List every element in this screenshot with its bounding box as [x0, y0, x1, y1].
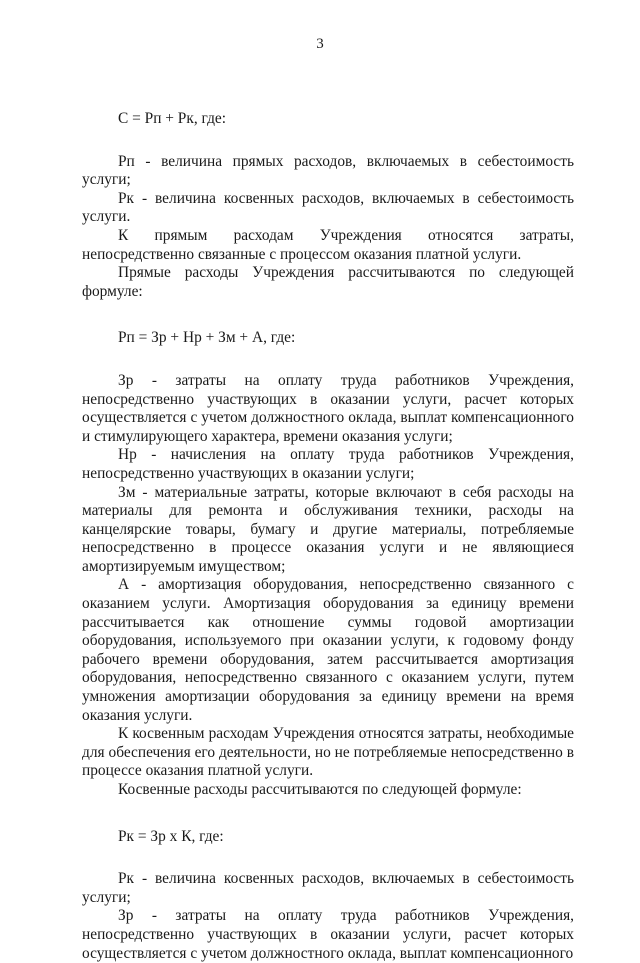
paragraph-rp-definition: Рп - величина прямых расходов, включаемых в себестоимость услуги; [82, 152, 574, 189]
formula-indirect-costs: Рк = Зр х К, где: [118, 827, 224, 845]
document-body [82, 110, 574, 963]
paragraph-a-definition: А - амортизация оборудования, непосредственно связанного с оказанием услуги. Амортизация оборудования за единицу времени рассчитывается как отношение суммы годовой амортизации оборудования, используемого при оказании услуги, к годовому фонду рабочего времени оборудования, затем рассчитывается амортизация оборудования, непосредственно связанного с оказанием услуги, путем умножения амортизации оборудования за единицу времени на время оказания услуги. [82, 576, 574, 724]
paragraph-direct-costs-scope: К прямым расходам Учреждения относятся затраты, непосредственно связанные с процессом оказания платной услуги. [82, 226, 574, 263]
paragraph-zr-definition-2: Зр - затраты на оплату труда работников Учреждения, непосредственно участвующих в оказании услуги, расчет которых осуществляется с учетом должностного оклада, выплат компенсационного [82, 907, 574, 962]
paragraph-zr-definition: Зр - затраты на оплату труда работников Учреждения, непосредственно участвующих в оказании услуги, расчет которых осуществляется с учетом должностного оклада, выплат компенсационного и стимулирующего характера, времени оказания услуги; [82, 371, 574, 445]
paragraph-indirect-costs-scope: К косвенным расходам Учреждения относятся затраты, необходимые для обеспечения его деятельности, но не потребляемые непосредственно в процессе оказания платной услуги. [82, 725, 574, 780]
paragraph-zm-definition: Зм - материальные затраты, которые включают в себя расходы на материалы для ремонта и обслуживания техники, расходы на канцелярские товары, бумагу и другие материалы, потребляемые непосредственно в процессе оказания услуги и не являющиеся амортизируемым имуществом; [82, 483, 574, 575]
paragraph-rk-definition: Рк - величина косвенных расходов, включаемых в себестоимость услуги. [82, 189, 574, 226]
paragraph-indirect-costs-formula-intro: Косвенные расходы рассчитываются по следующей формуле: [118, 781, 522, 798]
page-number: 3 [316, 36, 324, 52]
formula-cost: С = Рп + Рк, где: [118, 110, 227, 127]
paragraph-direct-costs-formula-intro: Прямые расходы Учреждения рассчитываются по следующей формуле: [82, 264, 574, 300]
formula-direct-costs: Рп = Зр + Нр + Зм + А, где: [118, 329, 296, 347]
paragraph-nr-definition: Нр - начисления на оплату труда работников Учреждения, непосредственно участвующих в оказании услуги; [82, 446, 574, 482]
paragraph-rk-definition-2: Рк - величина косвенных расходов, включаемых в себестоимость услуги; [82, 870, 574, 906]
